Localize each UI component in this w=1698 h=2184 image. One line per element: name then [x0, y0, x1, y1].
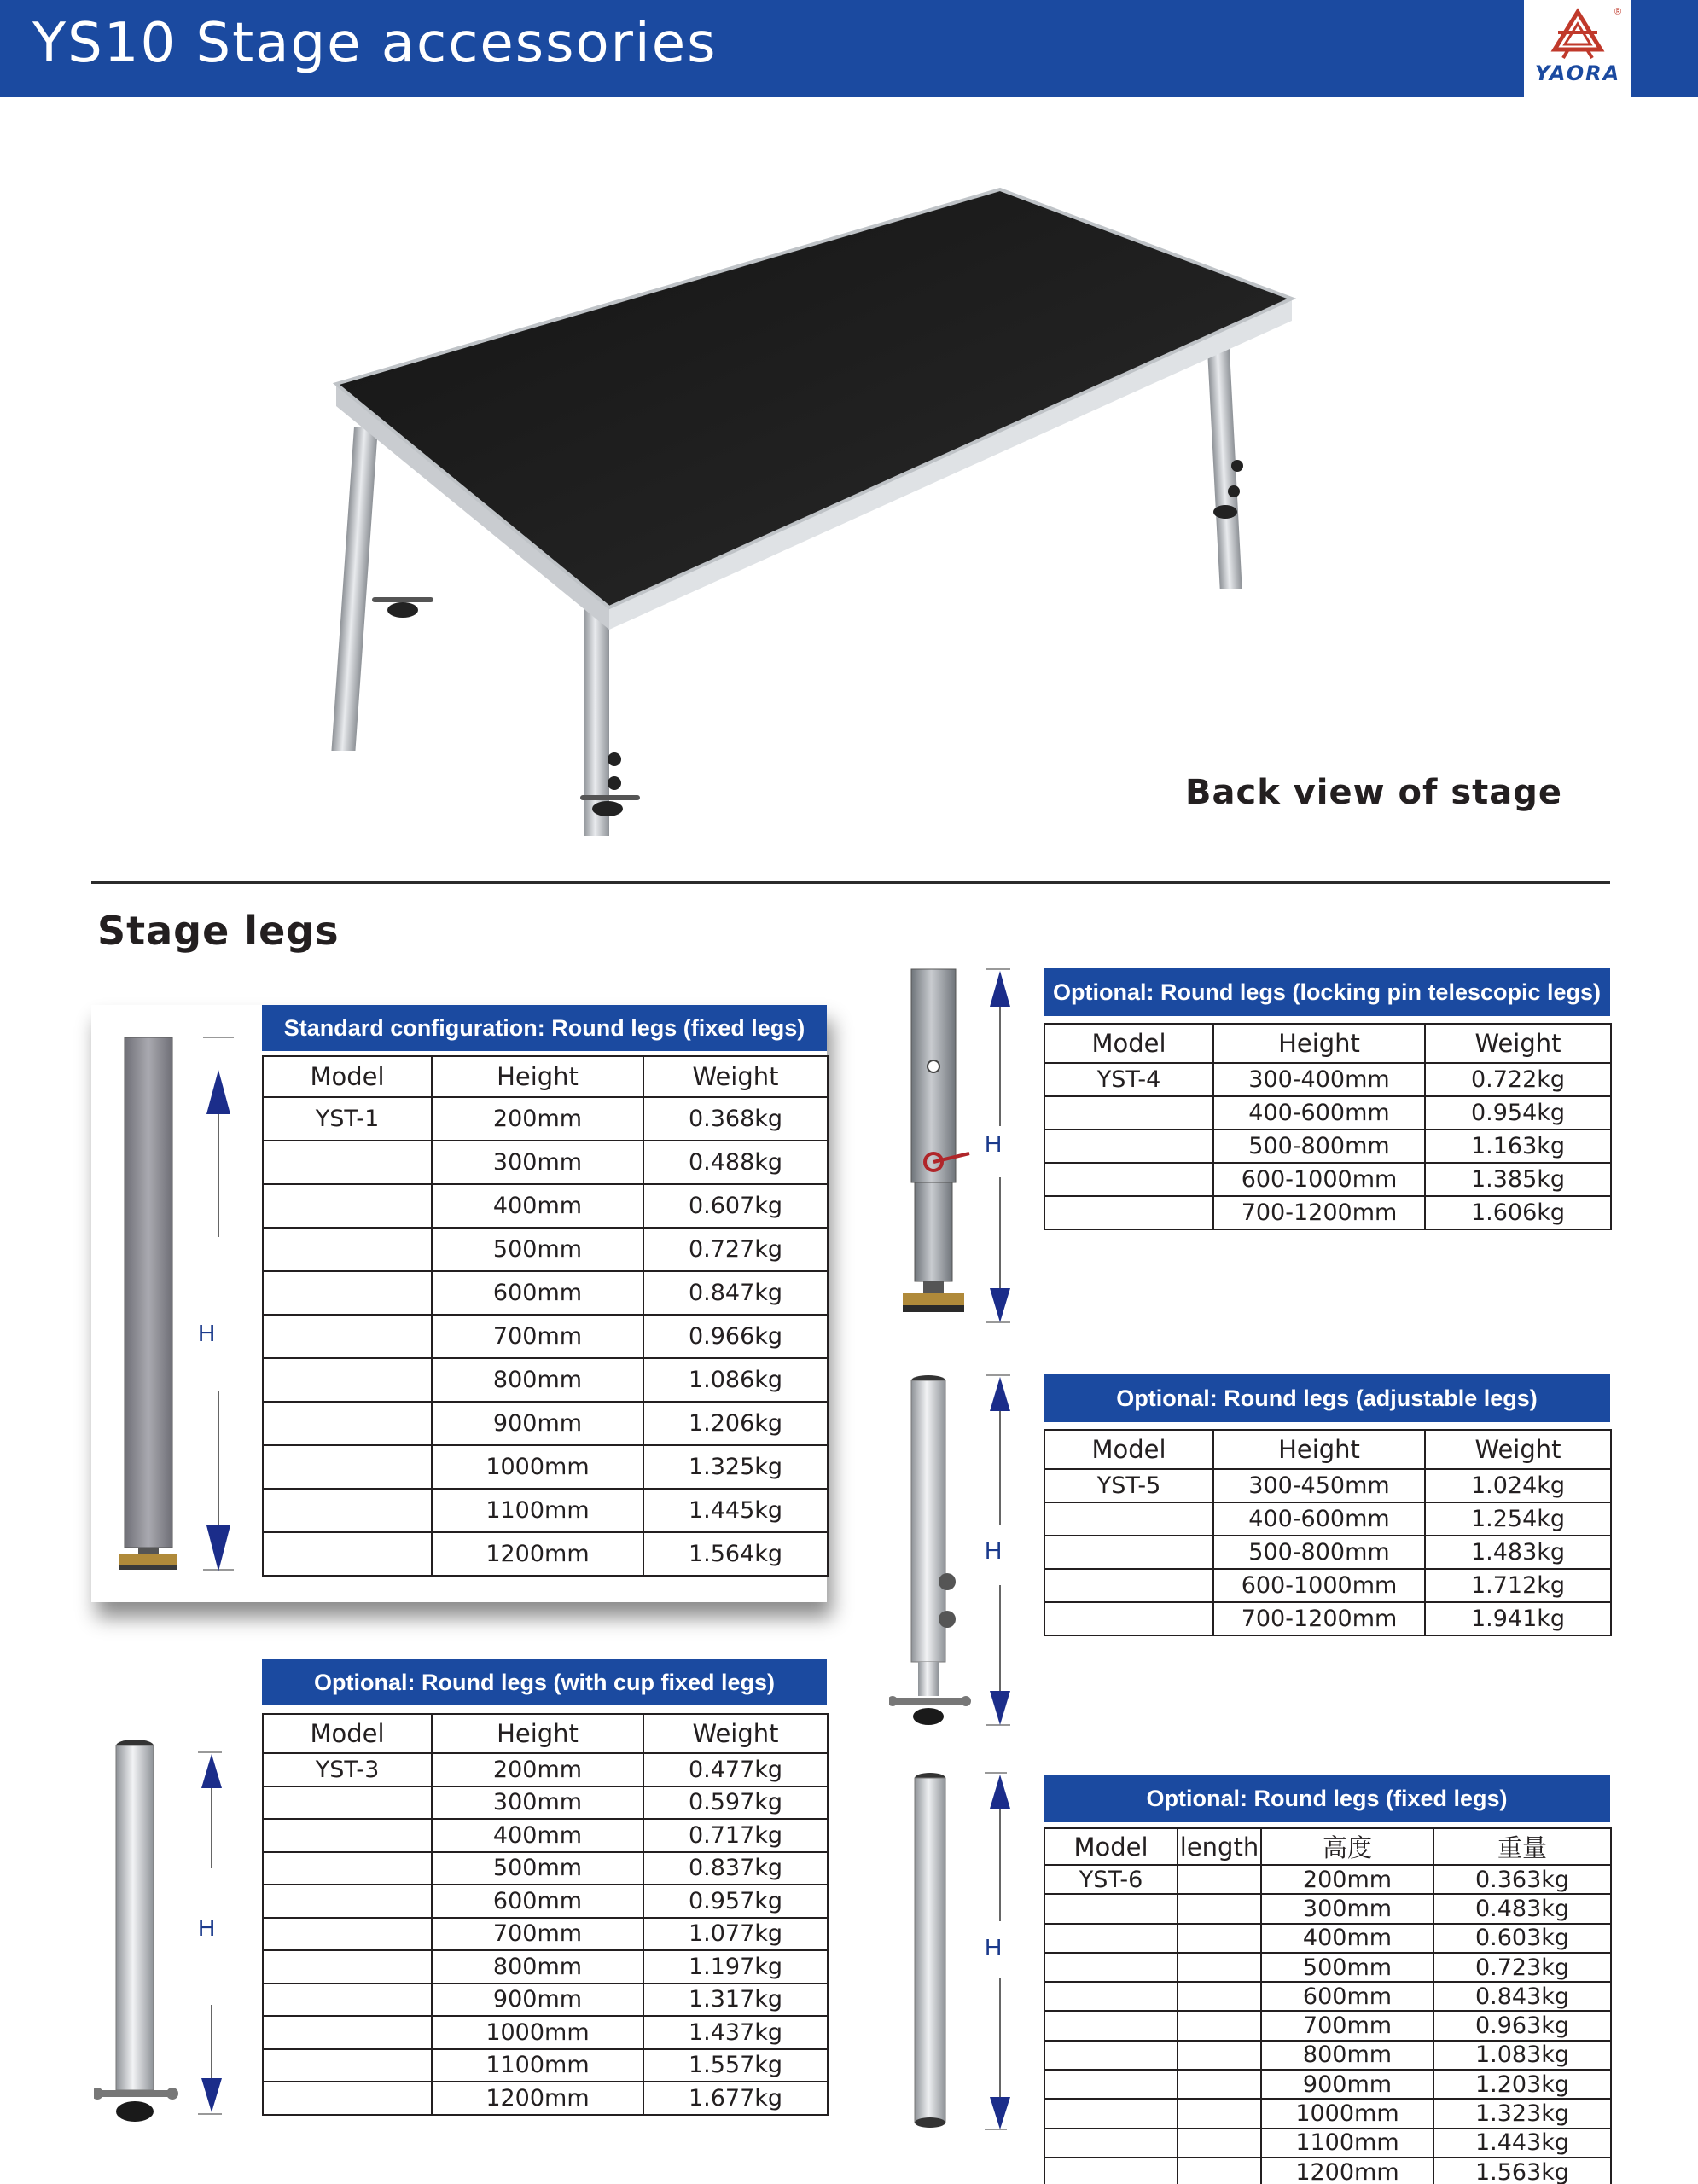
- cell-height: 300-400mm: [1213, 1063, 1425, 1096]
- cell-model: YST-1: [263, 1097, 432, 1141]
- cell-weight: 1.163kg: [1425, 1130, 1611, 1163]
- cell-height: 800mm: [1261, 2041, 1433, 2070]
- height-dimension-label: H: [985, 1934, 1003, 1960]
- cell-height: 1200mm: [432, 2082, 643, 2115]
- cell-height: 1100mm: [432, 2049, 643, 2082]
- telescopic-legs-table: [1044, 1023, 1612, 1230]
- cell-height: 400mm: [1261, 1924, 1433, 1953]
- cup-table-title: Optional: Round legs (with cup fixed legs): [262, 1659, 827, 1705]
- section-title: Stage legs: [97, 908, 340, 954]
- cell-weight: 1.317kg: [643, 1984, 828, 2017]
- cell-weight: 1.024kg: [1425, 1469, 1611, 1502]
- cell-height: 1100mm: [1261, 2129, 1433, 2158]
- page-header: [0, 0, 1698, 97]
- cell-height: 200mm: [432, 1753, 643, 1786]
- cell-weight: 0.722kg: [1425, 1063, 1611, 1096]
- cell-weight: 0.368kg: [643, 1097, 828, 1141]
- cell-height: 200mm: [432, 1097, 643, 1141]
- height-dimension-label: H: [198, 1914, 216, 1941]
- telescopic-leg-illustration: [896, 964, 1024, 1333]
- cell-height: 600-1000mm: [1213, 1163, 1425, 1196]
- cell-height: 900mm: [432, 1984, 643, 2017]
- cell-height: 400-600mm: [1213, 1502, 1425, 1536]
- cup-legs-table: [262, 1713, 829, 2116]
- page-title: YS10 Stage accessories: [32, 12, 718, 75]
- cell-height: 1000mm: [432, 1445, 643, 1489]
- cell-weight: 0.957kg: [643, 1885, 828, 1918]
- cell-weight: 0.723kg: [1433, 1953, 1611, 1982]
- stage-platform-illustration: [324, 171, 1314, 836]
- cell-height: 500mm: [432, 1228, 643, 1271]
- adjustable-leg-illustration: [889, 1372, 1026, 1730]
- cell-model: YST-3: [263, 1753, 432, 1786]
- cell-height: 800mm: [432, 1358, 643, 1402]
- col-weight: Weight: [1425, 1024, 1611, 1063]
- cell-weight: 1.564kg: [643, 1532, 828, 1576]
- cell-height: 700mm: [1261, 2011, 1433, 2040]
- cell-height: 800mm: [432, 1950, 643, 1984]
- height-dimension-label: H: [985, 1130, 1003, 1157]
- col-model: Model: [263, 1714, 432, 1753]
- cell-weight: 0.477kg: [643, 1753, 828, 1786]
- cell-height: 500mm: [1261, 1953, 1433, 1982]
- cell-weight: 0.963kg: [1433, 2011, 1611, 2040]
- col-height: Height: [432, 1714, 643, 1753]
- cup-leg-illustration: [94, 1732, 239, 2133]
- cell-height: 600mm: [432, 1885, 643, 1918]
- cell-weight: 1.445kg: [643, 1489, 828, 1532]
- cell-height: 1000mm: [1261, 2099, 1433, 2128]
- cell-weight: 1.557kg: [643, 2049, 828, 2082]
- col-model: Model: [263, 1056, 432, 1097]
- col-model: Model: [1044, 1024, 1213, 1063]
- cell-weight: 1.941kg: [1425, 1602, 1611, 1635]
- cell-height: 1200mm: [1261, 2158, 1433, 2184]
- cell-weight: 1.437kg: [643, 2016, 828, 2049]
- cell-weight: 1.677kg: [643, 2082, 828, 2115]
- cell-weight: 0.954kg: [1425, 1096, 1611, 1130]
- cell-height: 500-800mm: [1213, 1536, 1425, 1569]
- col-model: Model: [1044, 1430, 1213, 1469]
- cell-weight: 0.483kg: [1433, 1894, 1611, 1923]
- cell-weight: 1.323kg: [1433, 2099, 1611, 2128]
- cell-height: 900mm: [432, 1402, 643, 1445]
- standard-table-title: Standard configuration: Round legs (fixed legs): [262, 1005, 827, 1051]
- col-height: 高度: [1261, 1828, 1433, 1865]
- cell-height: 400mm: [432, 1184, 643, 1228]
- fixed-round-leg-illustration: [904, 1768, 1024, 2136]
- col-weight: Weight: [643, 1714, 828, 1753]
- cell-weight: 1.077kg: [643, 1918, 828, 1951]
- cell-weight: 0.363kg: [1433, 1865, 1611, 1894]
- cell-height: 500-800mm: [1213, 1130, 1425, 1163]
- cell-height: 500mm: [432, 1852, 643, 1885]
- cell-weight: 0.847kg: [643, 1271, 828, 1315]
- col-height: Height: [1213, 1024, 1425, 1063]
- cell-weight: 1.606kg: [1425, 1196, 1611, 1229]
- cell-height: 400-600mm: [1213, 1096, 1425, 1130]
- cell-height: 600mm: [1261, 1982, 1433, 2011]
- adjustable-legs-table: [1044, 1429, 1612, 1636]
- fixed-leg-illustration: [111, 1024, 247, 1578]
- col-weight: Weight: [1425, 1430, 1611, 1469]
- cell-weight: 1.325kg: [643, 1445, 828, 1489]
- cell-weight: 0.607kg: [643, 1184, 828, 1228]
- col-height: Height: [432, 1056, 643, 1097]
- cell-height: 700mm: [432, 1315, 643, 1358]
- cell-weight: 0.488kg: [643, 1141, 828, 1184]
- cell-model: YST-6: [1044, 1865, 1178, 1894]
- cell-height: 900mm: [1261, 2070, 1433, 2099]
- cell-weight: 1.086kg: [643, 1358, 828, 1402]
- cell-height: 700mm: [432, 1918, 643, 1951]
- cell-weight: 1.083kg: [1433, 2041, 1611, 2070]
- cell-height: 700-1200mm: [1213, 1196, 1425, 1229]
- col-length: length: [1178, 1828, 1261, 1865]
- height-dimension-label: H: [985, 1537, 1003, 1564]
- cell-height: 1000mm: [432, 2016, 643, 2049]
- col-height: Height: [1213, 1430, 1425, 1469]
- cell-height: 300mm: [432, 1786, 643, 1820]
- cell-weight: 0.597kg: [643, 1786, 828, 1820]
- cell-height: 300-450mm: [1213, 1469, 1425, 1502]
- fixed-table-title: Optional: Round legs (fixed legs): [1044, 1774, 1610, 1822]
- fixed-legs-table: [1044, 1827, 1612, 2184]
- cell-weight: 1.197kg: [643, 1950, 828, 1984]
- cell-height: 300mm: [432, 1141, 643, 1184]
- cell-height: 600mm: [432, 1271, 643, 1315]
- col-weight: 重量: [1433, 1828, 1611, 1865]
- cell-height: 300mm: [1261, 1894, 1433, 1923]
- cell-weight: 1.206kg: [643, 1402, 828, 1445]
- logo-text: YAORA: [1534, 61, 1621, 85]
- cell-weight: 1.712kg: [1425, 1569, 1611, 1602]
- section-divider: [91, 881, 1610, 884]
- registered-mark: ®: [1614, 7, 1622, 17]
- cell-weight: 0.727kg: [643, 1228, 828, 1271]
- cell-height: 1200mm: [432, 1532, 643, 1576]
- cell-height: 400mm: [432, 1819, 643, 1852]
- cell-weight: 0.717kg: [643, 1819, 828, 1852]
- brand-logo: [1524, 0, 1631, 97]
- cell-weight: 1.483kg: [1425, 1536, 1611, 1569]
- adjustable-table-title: Optional: Round legs (adjustable legs): [1044, 1374, 1610, 1422]
- cell-weight: 0.966kg: [643, 1315, 828, 1358]
- height-dimension-label: H: [198, 1320, 216, 1346]
- standard-legs-table: [262, 1055, 829, 1577]
- cell-height: 200mm: [1261, 1865, 1433, 1894]
- stage-caption: Back view of stage: [1185, 773, 1563, 812]
- cell-weight: 1.443kg: [1433, 2129, 1611, 2158]
- cell-height: 600-1000mm: [1213, 1569, 1425, 1602]
- cell-height: 700-1200mm: [1213, 1602, 1425, 1635]
- cell-weight: 1.385kg: [1425, 1163, 1611, 1196]
- cell-weight: 1.563kg: [1433, 2158, 1611, 2184]
- cell-weight: 0.603kg: [1433, 1924, 1611, 1953]
- telescopic-table-title: Optional: Round legs (locking pin telescopic legs): [1044, 968, 1610, 1016]
- cell-weight: 1.203kg: [1433, 2070, 1611, 2099]
- cell-height: 1100mm: [432, 1489, 643, 1532]
- cell-weight: 0.837kg: [643, 1852, 828, 1885]
- cell-model: YST-5: [1044, 1469, 1213, 1502]
- col-model: Model: [1044, 1828, 1178, 1865]
- cell-weight: 0.843kg: [1433, 1982, 1611, 2011]
- col-weight: Weight: [643, 1056, 828, 1097]
- cell-model: YST-4: [1044, 1063, 1213, 1096]
- cell-weight: 1.254kg: [1425, 1502, 1611, 1536]
